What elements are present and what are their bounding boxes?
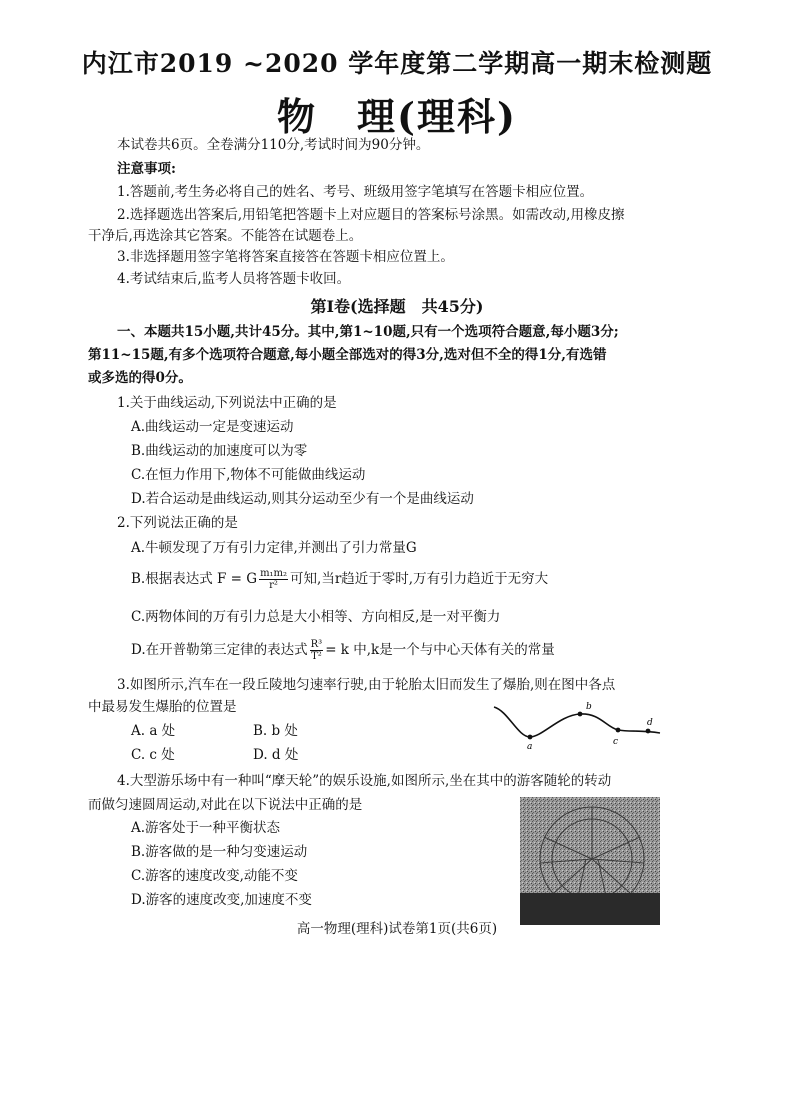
- q4-option-c: C.游客的速度改变,动能不变: [131, 868, 298, 884]
- q2-option-d-pre: D.在开普勒第三定律的表达式: [131, 642, 308, 658]
- q1-option-d: D.若合运动是曲线运动,则其分运动至少有一个是曲线运动: [131, 491, 474, 507]
- q1-option-c: C.在恒力作用下,物体不可能做曲线运动: [131, 467, 366, 483]
- subject-title: 物 理(理科): [277, 94, 517, 139]
- note-1: 1.答题前,考生务必将自己的姓名、考号、班级用签字笔填写在答题卡相应位置。: [117, 184, 594, 200]
- q4-stem-1: 4.大型游乐场中有一种叫“摩天轮”的娱乐设施,如图所示,坐在其中的游客随轮的转动: [117, 773, 612, 789]
- q4-option-a: A.游客处于一种平衡状态: [131, 820, 281, 836]
- ferris-wheel-photo: [520, 797, 660, 925]
- q2-stem: 2.下列说法正确的是: [117, 515, 238, 531]
- hill-road-figure: [490, 697, 670, 753]
- q3-option-c: C. c 处: [131, 747, 175, 763]
- point-b: [578, 712, 583, 717]
- q2-option-d: [131, 639, 555, 662]
- q3-option-d: D. d 处: [253, 747, 299, 763]
- q2-option-b-post: 可知,当r趋近于零时,万有引力趋近于无穷大: [290, 571, 549, 587]
- q1-option-b: B.曲线运动的加速度可以为零: [131, 443, 308, 459]
- gravity-fraction-num: m₁m₂: [260, 568, 288, 579]
- q3-stem-2: 中最易发生爆胎的位置是: [88, 699, 237, 715]
- q2-option-c: C.两物体间的万有引力总是大小相等、方向相反,是一对平衡力: [131, 609, 501, 625]
- q4-stem-2: 而做匀速圆周运动,对此在以下说法中正确的是: [88, 797, 363, 813]
- gravity-fraction: [259, 568, 288, 591]
- note-3: 3.非选择题用签字笔将答案直接答在答题卡相应位置上。: [117, 249, 454, 265]
- exam-info: 本试卷共6页。全卷满分110分,考试时间为90分钟。: [117, 137, 430, 153]
- gravity-fraction-den: r²: [269, 580, 278, 591]
- q3-stem-1: 3.如图所示,汽车在一段丘陵地匀速率行驶,由于轮胎太旧而发生了爆胎,则在图中各点: [117, 677, 616, 693]
- kepler-fraction-den: T²: [311, 651, 322, 662]
- q2-option-a: A.牛顿发现了万有引力定律,并测出了引力常量G: [131, 540, 417, 556]
- label-c: c: [613, 737, 619, 747]
- q2-option-b: [131, 568, 548, 591]
- point-c: [616, 728, 621, 733]
- note-2-cont: 干净后,再选涂其它答案。不能答在试题卷上。: [88, 228, 363, 244]
- label-a: a: [527, 742, 533, 752]
- q1-stem: 1.关于曲线运动,下列说法中正确的是: [117, 395, 337, 411]
- label-b: b: [586, 702, 592, 712]
- q4-option-d: D.游客的速度改变,加速度不变: [131, 892, 312, 908]
- section-instruction-2: 第11~15题,有多个选项符合题意,每小题全部选对的得3分,选对但不全的得1分,有选错: [88, 347, 607, 363]
- kepler-fraction: [310, 639, 324, 662]
- note-2: 2.选择题选出答案后,用铅笔把答题卡上对应题目的答案标号涂黑。如需改动,用橡皮擦: [117, 207, 625, 223]
- note-4: 4.考试结束后,监考人员将答题卡收回。: [117, 271, 351, 287]
- q2-option-d-post: = k 中,k是一个与中心天体有关的常量: [325, 642, 555, 658]
- point-a: [528, 735, 533, 740]
- page-footer: 高一物理(理科)试卷第1页(共6页): [296, 921, 498, 937]
- exam-title: 内江市2019 ~2020 学年度第二学期高一期末检测题: [81, 49, 713, 78]
- q4-option-b: B.游客做的是一种匀变速运动: [131, 844, 308, 860]
- section-instruction-1: 一、本题共15小题,共计45分。其中,第1~10题,只有一个选项符合题意,每小题3分;: [117, 324, 619, 340]
- notice-title: 注意事项:: [117, 161, 176, 177]
- q2-option-b-pre: B.根据表达式 F = G: [131, 571, 258, 587]
- label-d: d: [647, 718, 653, 728]
- road-curve: [494, 707, 660, 737]
- q1-option-a: A.曲线运动一定是变速运动: [131, 419, 294, 435]
- section-title: 第Ⅰ卷(选择题 共45分): [310, 297, 484, 316]
- q3-option-a: A. a 处: [131, 723, 176, 739]
- point-d: [646, 729, 651, 734]
- section-instruction-3: 或多选的得0分。: [88, 370, 192, 386]
- kepler-fraction-num: R³: [310, 639, 323, 650]
- q3-option-b: B. b 处: [253, 723, 298, 739]
